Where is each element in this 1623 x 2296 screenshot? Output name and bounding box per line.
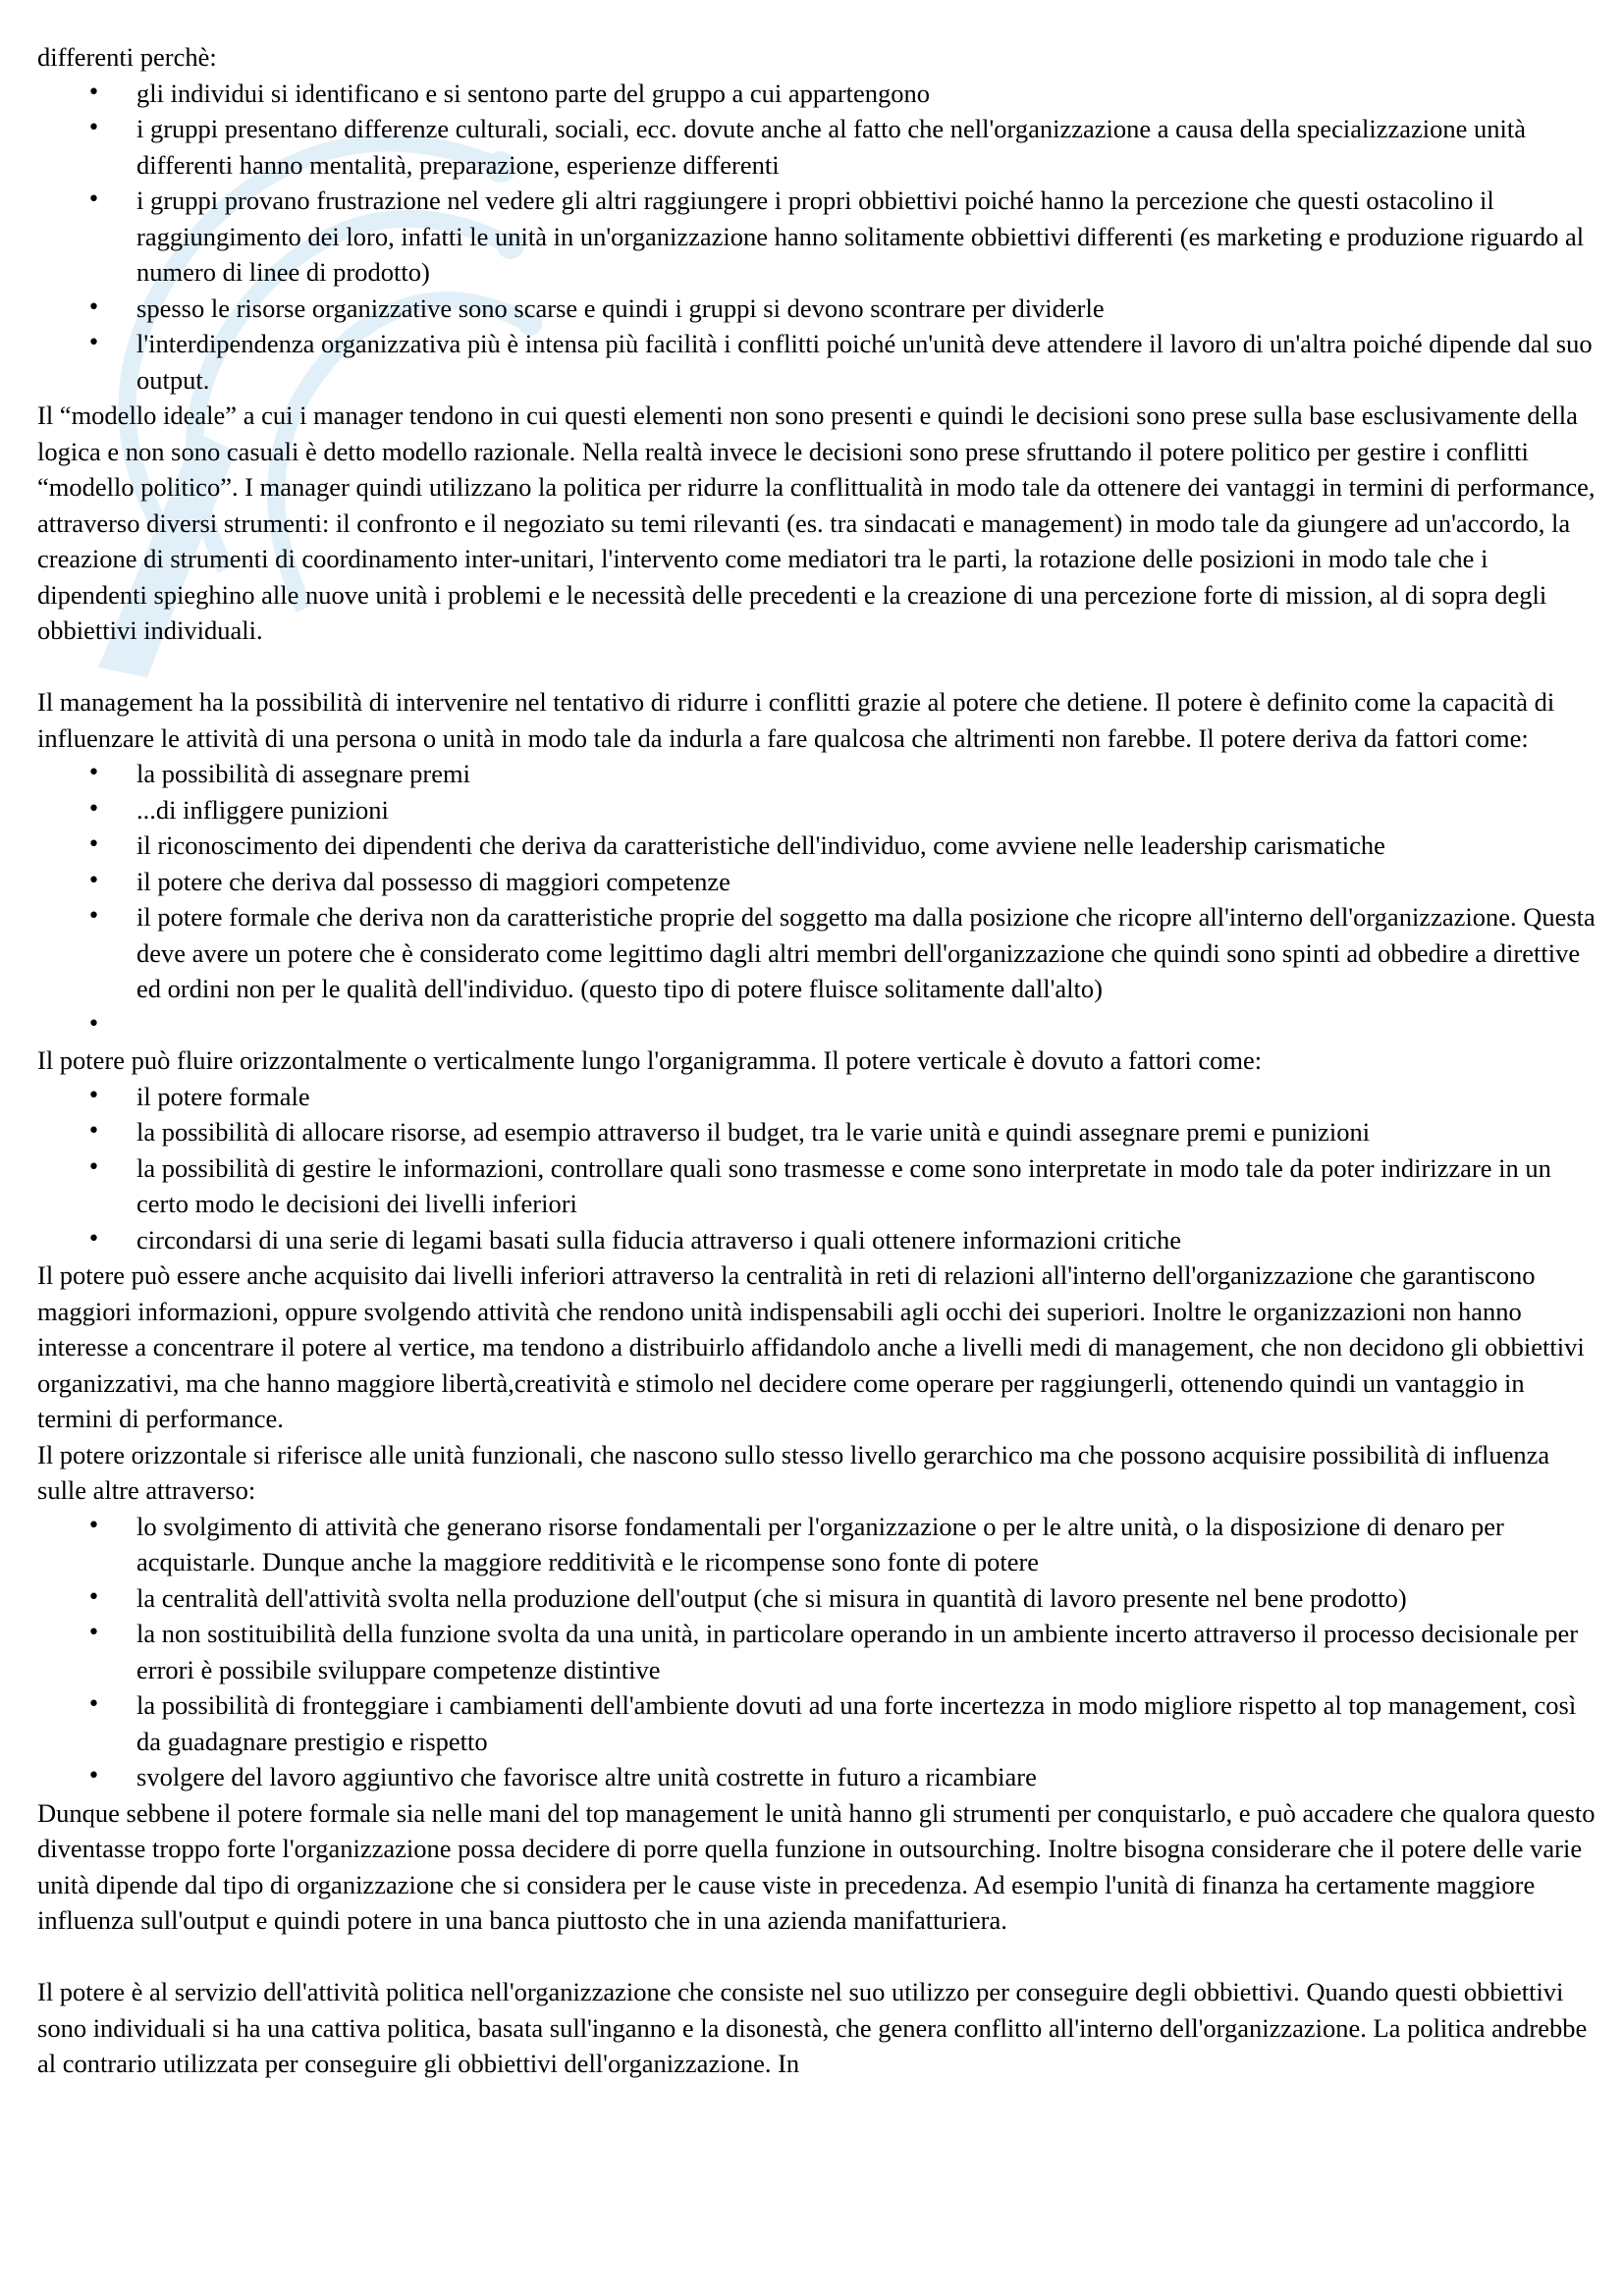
list-item: • i gruppi presentano differenze culturali, sociali, ecc. dovute anche al fatto che nell'organizzazione a causa della specializzazione unità differenti hanno mentalità, preparazione, esperienze differenti	[37, 111, 1598, 183]
blank-line	[37, 1939, 1598, 1975]
intro-line: differenti perchè:	[37, 42, 217, 72]
list-item: • il potere che deriva dal possesso di maggiori competenze	[37, 864, 1598, 900]
paragraph-rational-model: Il “modello ideale” a cui i manager tendono in cui questi elementi non sono presenti e quindi le decisioni sono prese sulla base esclusivamente della logica e non sono casuali è detto modello razionale. Nella realtà invece le decisioni sono prese sfruttando il potere politico per gestire i conflitti “modello politico”. I manager quindi utilizzano la politica per ridurre la conflittualità in modo tale da ottenere dei vantaggi in termini di performance, attraverso diversi strumenti: il confronto e il negoziato su temi rilevanti (es. tra sindacati e management) in modo tale da giungere ad un'accordo, la creazione di strumenti di coordinamento inter-unitari, l'intervento come mediatori tra le parti, la rotazione delle posizioni in modo tale che i dipendenti spieghino alle nuove unità i problemi e le necessità delle precedenti e la creazione di una percezione forte di mission, al di sopra degli obbiettivi individuali.	[37, 400, 1596, 645]
list-item: • circondarsi di una serie di legami basati sulla fiducia attraverso i quali ottenere informazioni critiche	[37, 1222, 1598, 1258]
list-item: • i gruppi provano frustrazione nel vedere gli altri raggiungere i propri obbiettivi poiché hanno la percezione che questi ostacolino il raggiungimento dei loro, infatti le unità in un'organizzazione hanno solitamente obbiettivi differenti (es marketing e produzione riguardo al numero di linee di prodotto)	[37, 183, 1598, 291]
vertical-power-list	[37, 1079, 1598, 1258]
conflict-causes-list	[37, 76, 1598, 399]
list-item: • spesso le risorse organizzative sono scarse e quindi i gruppi si devono scontrare per dividerle	[37, 291, 1598, 327]
power-sources-list	[37, 756, 1598, 1042]
horizontal-power-list	[37, 1509, 1598, 1795]
list-item: • la possibilità di allocare risorse, ad esempio attraverso il budget, tra le varie unità e quindi assegnare premi e punizioni	[37, 1114, 1598, 1150]
list-item: • l'interdipendenza organizzativa più è intensa più facilità i conflitti poiché un'unità deve attendere il lavoro di un'altra poiché dipende dal suo output.	[37, 326, 1598, 398]
list-item: • la possibilità di assegnare premi	[37, 756, 1598, 792]
list-item: • gli individui si identificano e si sentono parte del gruppo a cui appartengono	[37, 76, 1598, 112]
list-item: • ...di infliggere punizioni	[37, 792, 1598, 828]
list-item: • il potere formale che deriva non da caratteristiche proprie del soggetto ma dalla posizione che ricopre all'interno dell'organizzazione. Questa deve avere un potere che è considerato come legittimo dagli altri membri dell'organizzazione che quindi sono spinti ad obbedire a direttive ed ordini non per le qualità dell'individuo. (questo tipo di potere fluisce solitamente dall'alto)	[37, 899, 1598, 1007]
list-item: • la centralità dell'attività svolta nella produzione dell'output (che si misura in quantità di lavoro presente nel bene prodotto)	[37, 1580, 1598, 1617]
list-item: • la non sostituibilità della funzione svolta da una unità, in particolare operando in un ambiente incerto attraverso il processo decisionale per errori è possibile sviluppare competenze distintive	[37, 1616, 1598, 1687]
list-item: • la possibilità di gestire le informazioni, controllare quali sono trasmesse e come sono interpretate in modo tale da poter indirizzare in un certo modo le decisioni dei livelli inferiori	[37, 1150, 1598, 1222]
document-body	[37, 39, 1598, 2082]
list-item: • il potere formale	[37, 1079, 1598, 1115]
list-item: • svolgere del lavoro aggiuntivo che favorisce altre unità costrette in futuro a ricambiare	[37, 1759, 1598, 1795]
paragraph-horizontal-power: Il potere orizzontale si riferisce alle unità funzionali, che nascono sullo stesso livello gerarchico ma che possono acquisire possibilità di influenza sulle altre attraverso:	[37, 1439, 1550, 1505]
paragraph-outsourcing: Dunque sebbene il potere formale sia nelle mani del top management le unità hanno gli strumenti per conquistarlo, e può accadere che qualora questo diventasse troppo forte l'organizzazione possa decidere di porre quella funzione in outsourching. Inoltre bisogna considerare che il potere delle varie unità dipende dal tipo di organizzazione che si considera per le cause viste in precedenza. Ad esempio l'unità di finanza ha certamente maggiore influenza sull'output e quindi potere in una banca piuttosto che in una azienda manifatturiera.	[37, 1797, 1596, 1935]
list-item: • la possibilità di fronteggiare i cambiamenti dell'ambiente dovuti ad una forte incertezza in modo migliore rispetto al top management, così da guadagnare prestigio e rispetto	[37, 1687, 1598, 1759]
list-item-empty	[37, 1007, 1598, 1043]
blank-line	[37, 649, 1598, 685]
paragraph-lower-levels: Il potere può essere anche acquisito dai livelli inferiori attraverso la centralità in reti di relazioni all'interno dell'organizzazione che garantiscono maggiori informazioni, oppure svolgendo attività che rendono unità indispensabili agli occhi dei superiori. Inoltre le organizzazioni non hanno interesse a concentrare il potere al vertice, ma tendono a distribuirlo affidandolo anche a livelli medi di management, che non decidono gli obbiettivi organizzativi, ma che hanno maggiore libertà,creatività e stimolo nel decidere come operare per raggiungerli, ottenendo quindi un vantaggio in termini di performance.	[37, 1260, 1585, 1433]
paragraph-power-definition: Il management ha la possibilità di intervenire nel tentativo di ridurre i conflitti grazie al potere che detiene. Il potere è definito come la capacità di influenzare le attività di una persona o unità in modo tale da indurla a fare qualcosa che altrimenti non farebbe. Il potere deriva da fattori come:	[37, 687, 1555, 753]
paragraph-politics: Il potere è al servizio dell'attività politica nell'organizzazione che consiste nel suo utilizzo per conseguire degli obbiettivi. Quando questi obbiettivi sono individuali si ha una cattiva politica, basata sull'inganno e la disonestà, che genera conflitto all'interno dell'organizzazione. La politica andrebbe al contrario utilizzata per conseguire gli obbiettivi dell'organizzazione. In	[37, 1977, 1588, 2078]
paragraph-vertical-power: Il potere può fluire orizzontalmente o verticalmente lungo l'organigramma. Il potere verticale è dovuto a fattori come:	[37, 1045, 1263, 1075]
list-item: • il riconoscimento dei dipendenti che deriva da caratteristiche dell'individuo, come avviene nelle leadership carismatiche	[37, 828, 1598, 864]
list-item: • lo svolgimento di attività che generano risorse fondamentali per l'organizzazione o per le altre unità, o la disposizione di denaro per acquistarle. Dunque anche la maggiore redditività e le ricompense sono fonte di potere	[37, 1509, 1598, 1580]
